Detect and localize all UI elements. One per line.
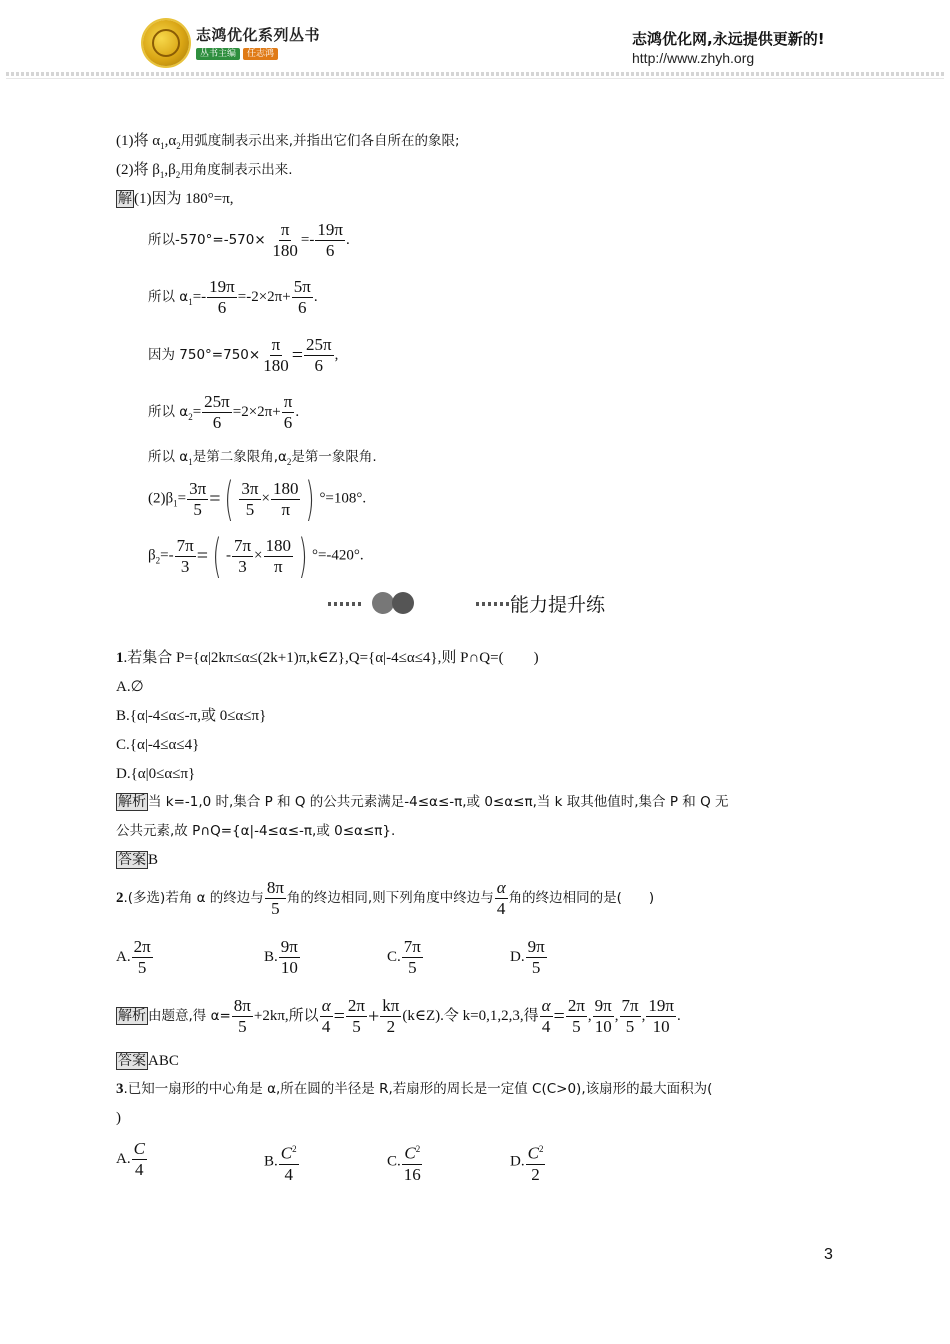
problem-1-analysis-cont: 公共元素,故 P∩Q={α|-4≤α≤-π,或 0≤α≤π}.: [116, 823, 396, 839]
problem-1-stem: 1.若集合 P={α|2kπ≤α≤(2k+1)π,k∈Z},Q={α|-4≤α≤4},则 P∩Q=( ): [116, 650, 539, 666]
solution-line-1: 解 (1)因为 180°=π,: [118, 191, 234, 207]
analysis-tag: 解析: [118, 794, 146, 810]
site-slogan: 志鸿优化网,永远提供更新的!: [632, 30, 825, 48]
section-title: 能力提升练: [510, 594, 606, 616]
problem-3-stem: 3.已知一扇形的中心角是 α,所在圆的半径是 R,若扇形的周长是一定值 C(C>0),该扇形的最大面积为(: [116, 1081, 713, 1097]
problem-3-stem-cont: ): [116, 1110, 121, 1126]
header-divider-thin: [6, 78, 944, 79]
solution-line-3: 所以 $\alpha_1=-$ $\frac{19\pi}{6}$ =-2×2π+ $\frac{5\pi}{6}$ .: [148, 277, 318, 317]
solution-line-2: 所以-570°=-570× $\frac{\pi}{180}$ =- $\frac{19\pi}{6}$ .: [148, 220, 350, 260]
header-divider: [6, 72, 944, 76]
problem-2-option-a: A. $\frac{2\pi}{5}$: [116, 937, 151, 977]
site-url[interactable]: http://www.zhyh.org: [632, 50, 755, 66]
circle-icon: [392, 592, 414, 614]
problem-3-option-a: A. $\frac{C}{4}$: [116, 1139, 145, 1179]
problem-2-option-d: D. $\frac{9\pi}{5}$: [510, 937, 545, 977]
editor-label: 丛书主编: [196, 48, 240, 60]
solution-line-4: 因为 750°=750× $\frac{\pi}{180}$ = $\frac{25\pi}{6}$ ,: [148, 335, 339, 375]
question-part-1: (1)将 $\alpha_1,\alpha_2$用弧度制表示出来,并指出它们各自所在的象限;: [116, 133, 460, 151]
problem-1-option-d: D.{α|0≤α≤π}: [116, 766, 196, 782]
problem-2-answer: 答案 ABC: [118, 1053, 179, 1069]
solution-line-6: 所以 $\alpha_1$是第二象限角$,\alpha_2$是第一象限角.: [148, 449, 377, 467]
circle-icon: [372, 592, 394, 614]
problem-1-option-c: C.{α|-4≤α≤4}: [116, 737, 200, 753]
problem-1-option-b: B.{α|-4≤α≤-π,或 0≤α≤π}: [116, 708, 267, 724]
solution-tag: 解: [118, 191, 132, 207]
problem-2-option-c: C. $\frac{7\pi}{5}$: [387, 937, 421, 977]
editor-badge: [196, 48, 278, 60]
question-part-2: (2)将 $\beta_1,\beta_2$用角度制表示出来.: [116, 162, 293, 180]
dotted-rule-right: [476, 602, 510, 606]
problem-1-analysis: 解析 当 k=-1,0 时,集合 P 和 Q 的公共元素满足-4≤α≤-π,或 0≤α≤π,当 k 取其他值时,集合 P 和 Q 无: [118, 794, 729, 810]
dotted-rule-left: [328, 602, 362, 606]
answer-tag: 答案: [118, 1053, 146, 1069]
problem-2-analysis: 解析 由题意,得 α= $\frac{8\pi}{5}$ +2kπ,所以 $\frac{\alpha}{4}$ = $\frac{2\pi}{5}$ + $\frac{k\pi}{2}$ (k∈Z).令 k=0,1,2,3,得 $\frac{\alpha}{4}$ = $\frac{2\pi}{5}$ , $\frac{9\pi}{10}$ , $\frac{7\pi}{5}$ , $\frac{19\pi}{10}$ .: [118, 996, 681, 1036]
solution-line-8: $\beta_2=-$ $\frac{7\pi}{3}$ =( - $\frac{7\pi}{3}$ × $\frac{180}{\pi}$ ) °=-420°.: [148, 529, 364, 583]
editor-name: 任志鸿: [243, 48, 278, 60]
answer-tag: 答案: [118, 852, 146, 868]
problem-1-option-a: A.∅: [116, 679, 144, 695]
solution-line-7: $(2)\beta_1=$ $\frac{3\pi}{5}$ =( $\frac{3\pi}{5}$ × $\frac{180}{\pi}$ ) °=108°.: [148, 472, 367, 526]
solution-line-5: 所以 $\alpha_2=$ $\frac{25\pi}{6}$ =2×2π+ $\frac{\pi}{6}$ .: [148, 392, 300, 432]
analysis-tag: 解析: [118, 1007, 146, 1024]
page-number: 3: [824, 1246, 833, 1263]
problem-2-option-b: B. $\frac{9\pi}{10}$: [264, 937, 298, 977]
problem-3-option-c: C. $\frac{C^2}{16}$: [387, 1139, 424, 1185]
problem-3-option-b: B. $\frac{C^2}{4}$: [264, 1139, 300, 1185]
publisher-logo: [143, 20, 189, 66]
section-heading: [328, 590, 628, 620]
problem-1-answer: 答案 B: [118, 852, 159, 868]
series-title: 志鸿优化系列丛书: [196, 26, 321, 44]
problem-3-option-d: D. $\frac{C^2}{2}$: [510, 1139, 546, 1185]
problem-2-stem: 2.(多选)若角 α 的终边与 $\frac{8\pi}{5}$ 角的终边相同,则下列角度中终边与 $\frac{\alpha}{4}$ 角的终边相同的是( ): [116, 878, 655, 918]
